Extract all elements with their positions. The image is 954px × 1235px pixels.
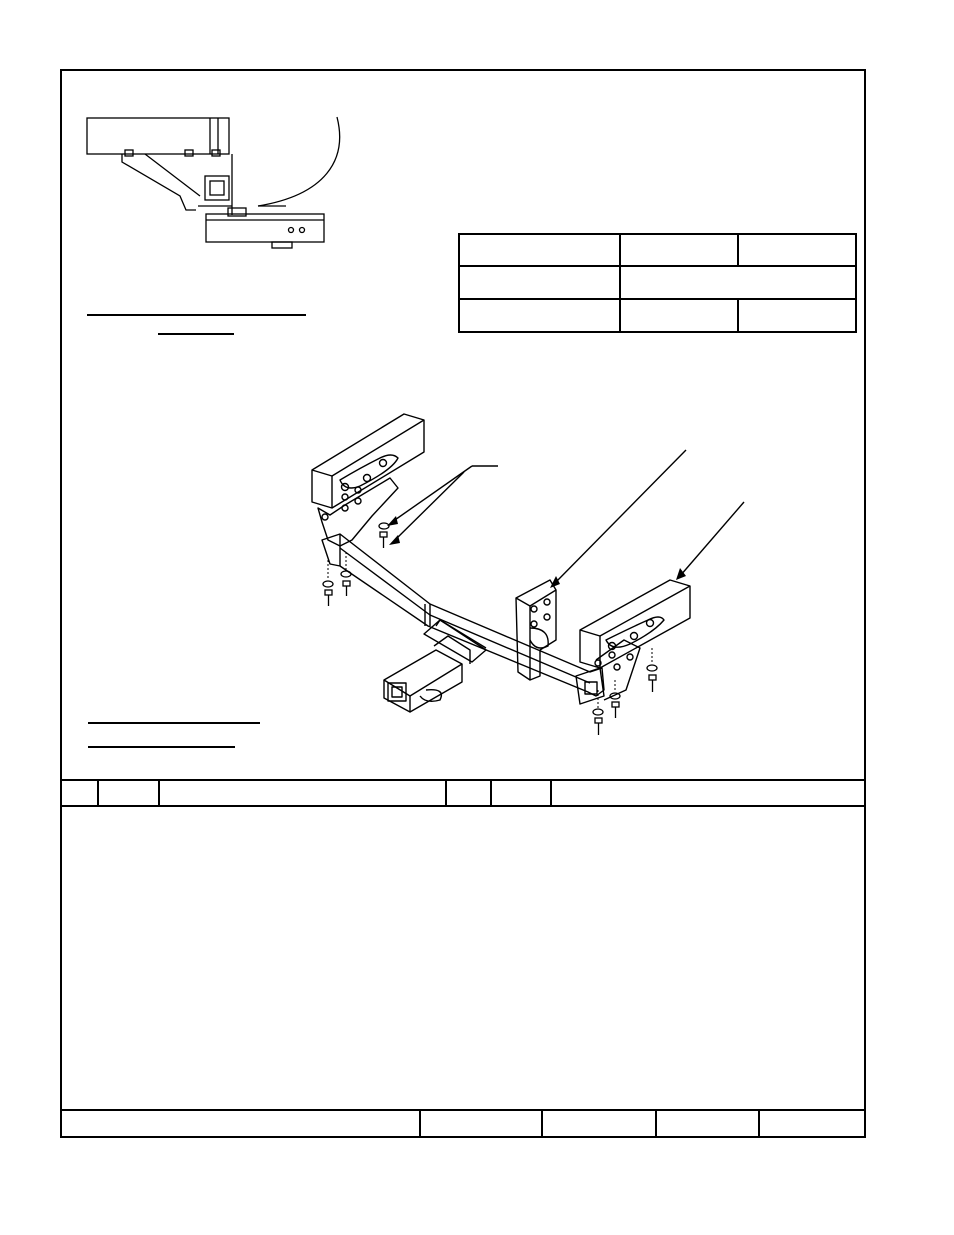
parts-header-description [161,784,443,802]
parts-col-divider-3 [445,779,447,807]
parts-header-qty-2 [493,784,548,802]
parts-header-qty [100,784,156,802]
main-caption-2-underline [88,746,235,748]
parts-header-description-2 [553,784,863,802]
parts-col-divider-4 [490,779,492,807]
parts-header-top-border [60,779,866,781]
parts-col-divider-1 [97,779,99,807]
parts-col-divider-2 [158,779,160,807]
parts-table-body [62,808,864,1108]
parts-header-key [62,784,96,802]
footer-divider-3 [655,1109,657,1138]
parts-col-divider-5 [550,779,552,807]
footer-cell-4 [660,1115,755,1133]
parts-header-key-2 [448,784,488,802]
footer-divider-2 [541,1109,543,1138]
footer-top-border [60,1109,866,1111]
footer-divider-4 [758,1109,760,1138]
main-caption-2 [88,730,235,744]
main-caption-1 [88,706,260,720]
footer-cell-5 [763,1115,863,1133]
main-caption-1-underline [88,722,260,724]
footer-divider-1 [419,1109,421,1138]
footer-cell-2 [424,1115,538,1133]
parts-header-bottom-border [60,805,866,807]
footer-cell-1 [64,1115,416,1133]
footer-cell-3 [546,1115,652,1133]
